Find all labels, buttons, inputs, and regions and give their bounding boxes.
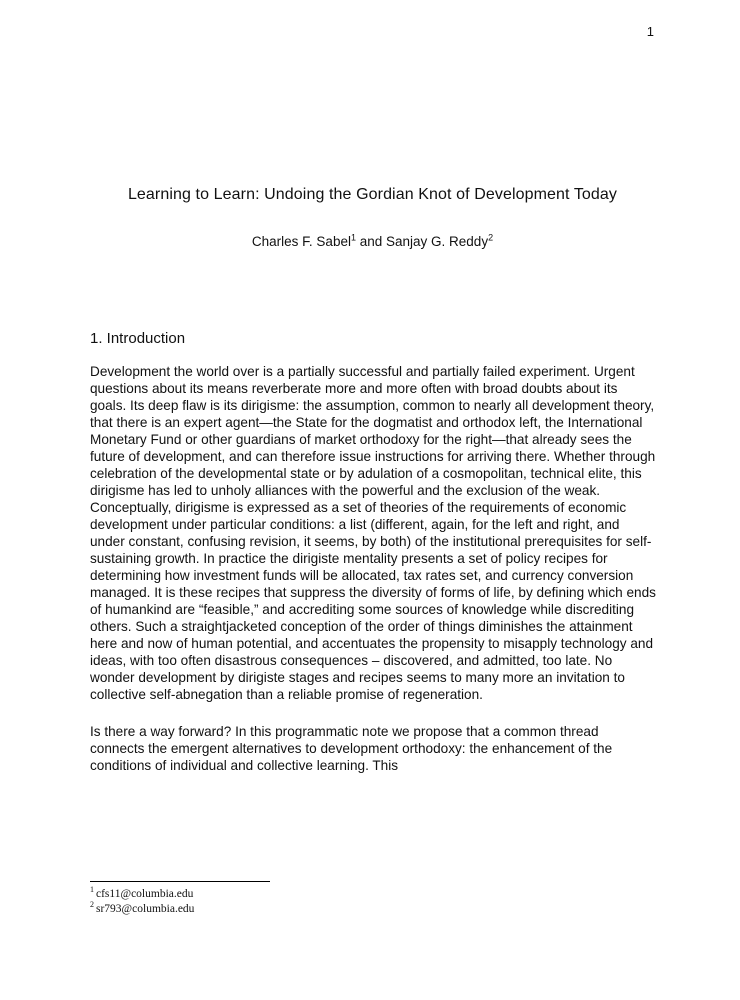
paper-title: Learning to Learn: Undoing the Gordian Knot of Development Today (127, 186, 618, 203)
paragraph-1: Development the world over is a partially successful and partially failed experiment. Urgent questions about its means reverberate more and more often with broad doubts about its goals. Its deep flaw is its dirigisme: the assumption, common to nearly all development theory, that there is an expert agent—the State for the dogmatist and orthodox left, the International Monetary Fund or other guardians of market orthodoxy for the right—that already sees the future of development, and can therefore issue instructions for arriving there. Whether through celebration of the developmental state or by adulation of a cosmopolitan, technical elite, this dirigisme has led to unholy alliances with the powerful and the exclusion of the weak. Conceptually, dirigisme is expressed as a set of theories of the requirements of economic development under particular conditions: a list (different, again, for the left and right, and under constant, confusing revision, it seems, by both) of the institutional prerequisites for self-sustaining growth. In practice the dirigiste mentality presents a set of policy recipes for determining how investment funds will be allocated, tax rates set, and currency conversion managed. It is these recipes that suppress the diversity of forms of life, by defining which ends of humankind are “feasible,” and accrediting some sources of knowledge while discrediting others. Such a straightjacketed conception of the order of things diminishes the attainment here and now of human potential, and accentuates the propensity to misapply technology and ideas, with too often disastrous consequences – discovered, and admitted, too late. No wonder development by dirigiste stages and recipes seems to many more an invitation to collective self-abnegation than a reliable promise of regeneration. (90, 364, 656, 702)
footnote-area (90, 881, 656, 917)
author-1: Charles F. Sabel (251, 234, 351, 249)
authors-connector: and (355, 234, 387, 249)
authors-line (90, 234, 655, 249)
author-1-footnote-ref: 1 (350, 232, 356, 243)
body-text (90, 363, 656, 794)
footnote-1-text: cfs11@columbia.edu (96, 888, 194, 900)
paragraph-2: Is there a way forward? In this programmatic note we propose that a common thread connects the emergent alternatives to development orthodoxy: the enhancement of the conditions of individual and collective learning. This (90, 724, 613, 773)
author-2-footnote-ref: 2 (488, 232, 494, 243)
section-heading: 1. Introduction (90, 330, 186, 347)
footnote-2 (90, 902, 656, 917)
footnote-1 (90, 887, 656, 902)
footnote-2-text: sr793@columbia.edu (96, 903, 195, 915)
footnote-separator (90, 881, 270, 882)
page-number: 1 (646, 24, 654, 39)
footnote-2-marker: 2 (90, 900, 94, 910)
footnote-1-marker: 1 (90, 885, 94, 895)
author-2: Sanjay G. Reddy (386, 234, 489, 249)
